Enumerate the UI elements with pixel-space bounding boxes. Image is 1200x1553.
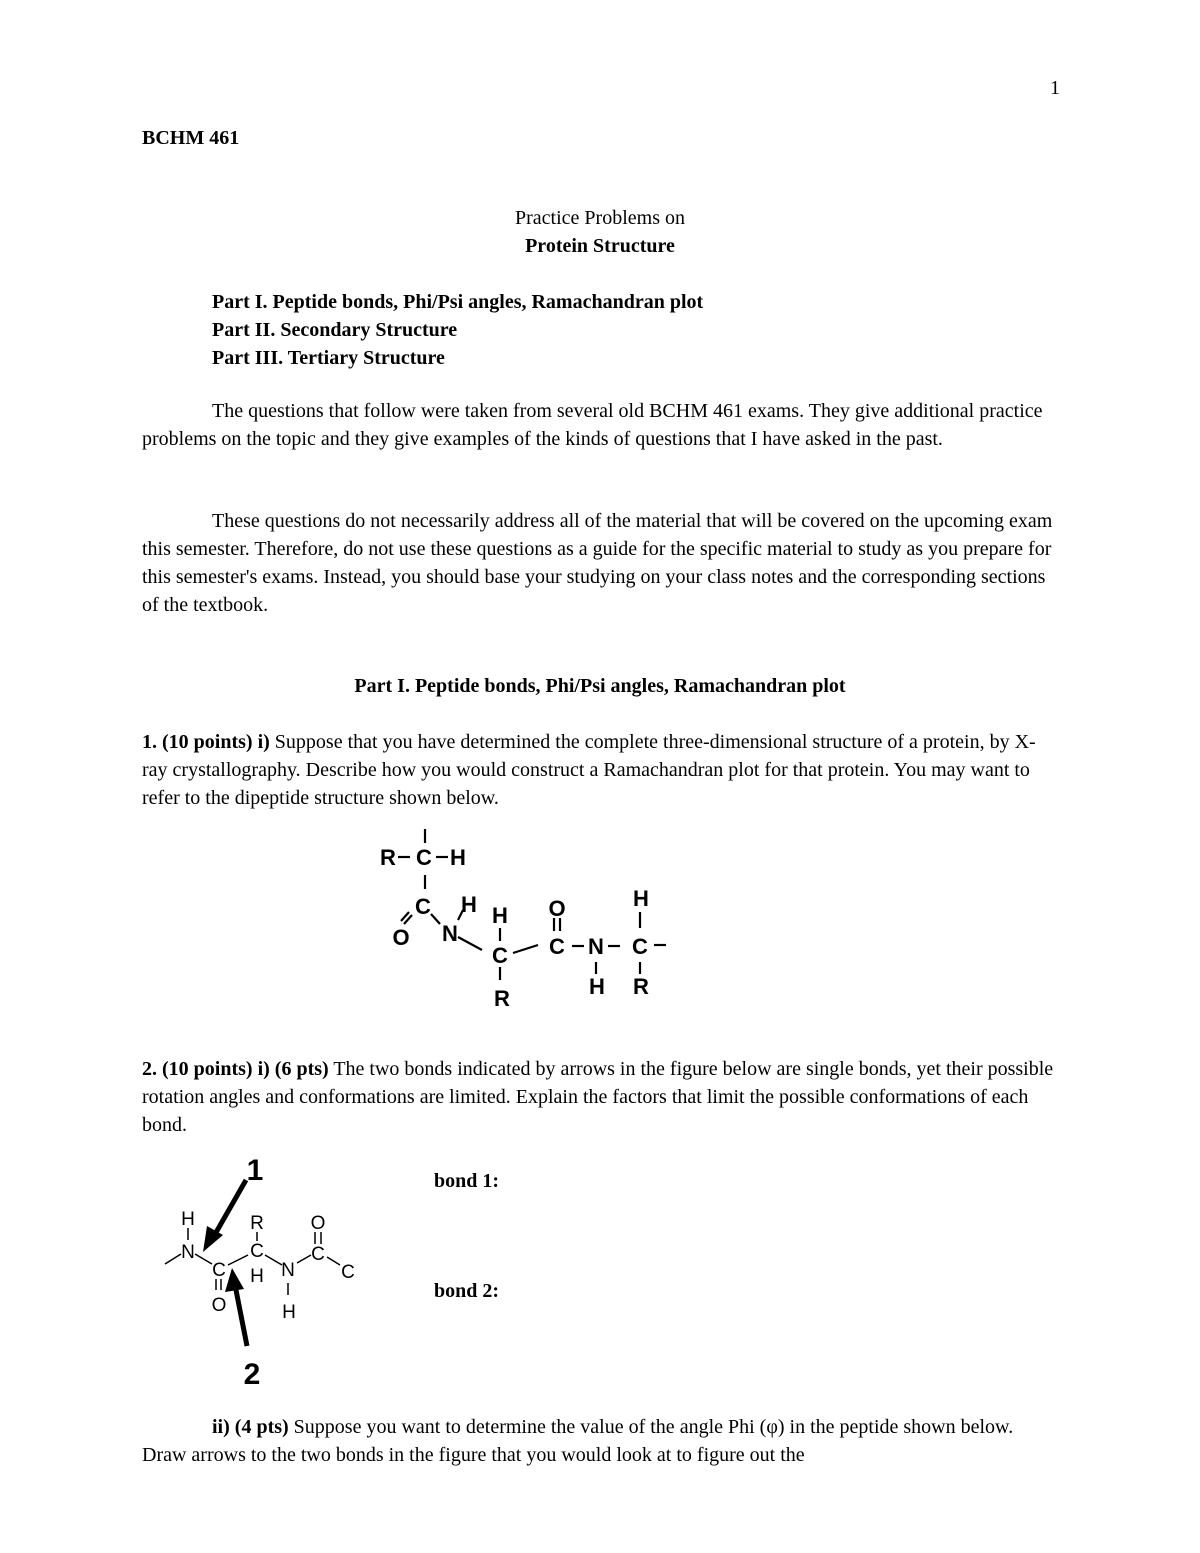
- q2-ii-text: Suppose you want to determine the value of the angle Phi (φ) in the peptide shown below. Draw arrows to the two bonds in the figure that you would look at to figure out the: [142, 1416, 1014, 1466]
- q2-text: The two bonds indicated by arrows in the figure below are single bonds, yet their possible rotation angles and conformations are limited. Explain the factors that limit the possible conformations of each bond.: [142, 1058, 1054, 1136]
- part-item-1: Part I. Peptide bonds, Phi/Psi angles, Ramachandran plot: [212, 291, 704, 313]
- q2-sub-points: (6 pts): [274, 1058, 329, 1080]
- intro-paragraph-2: These questions do not necessarily address all of the material that will be covered on the upcoming exam this semester. Therefore, do not use these questions as a guide for the specific material to study as you prepare for this semester's exams. Instead, you should base your studying on your class notes and the corresponding sections of the textbook.: [142, 510, 1053, 616]
- atom-c-end: C: [341, 1262, 355, 1283]
- atom-r-side: R: [250, 1213, 264, 1234]
- q1-sub: i): [257, 731, 270, 753]
- peptide-atoms: [181, 1209, 355, 1323]
- atom-o-right: O: [310, 1213, 326, 1234]
- atom-h-n-left: H: [181, 1209, 195, 1230]
- atom-r-3: R: [633, 974, 649, 999]
- q2-ii-label: ii): [212, 1416, 230, 1438]
- arrow-1-label: 1: [246, 1154, 264, 1187]
- bond-1-label: bond 1:: [434, 1170, 500, 1192]
- atom-h-alpha-2: H: [492, 903, 508, 928]
- part-item-2: Part II. Secondary Structure: [212, 319, 458, 341]
- course-code: BCHM 461: [142, 127, 240, 149]
- q1-text: Suppose that you have determined the complete three-dimensional structure of a protein, by X-ray crystallography. Describe how you would construct a Ramachandran plot for that protein. You may want to refer to the dipeptide structure shown below.: [142, 731, 1036, 809]
- q2-sub: i): [257, 1058, 270, 1080]
- question-2-part-ii: [142, 1413, 1058, 1469]
- atom-n-2: N: [588, 934, 604, 959]
- atom-h-top: H: [450, 845, 466, 870]
- atom-c-alpha: C: [250, 1241, 264, 1262]
- q1-number: 1.: [142, 731, 157, 753]
- atom-o-carbonyl-2: O: [548, 896, 566, 921]
- intro-paragraph-1: The questions that follow were taken from several old BCHM 461 exams. They give additional practice problems on the topic and they give examples of the kinds of questions that I have asked in the past.: [142, 400, 1043, 450]
- atom-n-left: N: [181, 1242, 195, 1263]
- atom-c-carbonyl-1: C: [415, 894, 431, 919]
- atom-c-carbonyl: C: [212, 1260, 226, 1281]
- part1-heading: Part I. Peptide bonds, Phi/Psi angles, Ramachandran plot: [354, 675, 846, 697]
- atom-c-right: C: [311, 1244, 325, 1265]
- arrow-2-label: 2: [243, 1358, 261, 1391]
- atom-h-n-2: H: [589, 974, 605, 999]
- atom-h-alpha: H: [250, 1266, 264, 1287]
- atom-c-carbonyl-2: C: [549, 934, 565, 959]
- atom-n-1: N: [442, 921, 458, 946]
- atom-h-n-1: H: [461, 892, 477, 917]
- atom-c-alpha-3: C: [632, 934, 648, 959]
- atom-o-carbonyl-1: O: [392, 925, 410, 950]
- q2-points: (10 points): [162, 1058, 253, 1080]
- q2-number: 2.: [142, 1058, 157, 1080]
- atom-h-alpha-3: H: [633, 886, 649, 911]
- title-line-1: Practice Problems on: [515, 207, 685, 229]
- page-number: 1: [1050, 77, 1060, 99]
- atom-o-carbonyl: O: [211, 1295, 227, 1316]
- part-item-3: Part III. Tertiary Structure: [212, 347, 445, 369]
- q1-points: (10 points): [162, 731, 253, 753]
- atom-h-n-right: H: [282, 1302, 296, 1323]
- atom-n-right: N: [281, 1260, 295, 1281]
- arrow-2: [225, 1268, 247, 1346]
- q2-ii-points: (4 pts): [234, 1416, 289, 1438]
- atom-r-top: R: [380, 845, 396, 870]
- arrow-1: [203, 1180, 246, 1252]
- atom-r-2: R: [494, 986, 510, 1011]
- bond-2-label: bond 2:: [434, 1280, 500, 1302]
- title-line-2: Protein Structure: [525, 235, 675, 257]
- atom-c-alpha-2: C: [492, 943, 508, 968]
- atom-c-alpha-1: C: [416, 845, 432, 870]
